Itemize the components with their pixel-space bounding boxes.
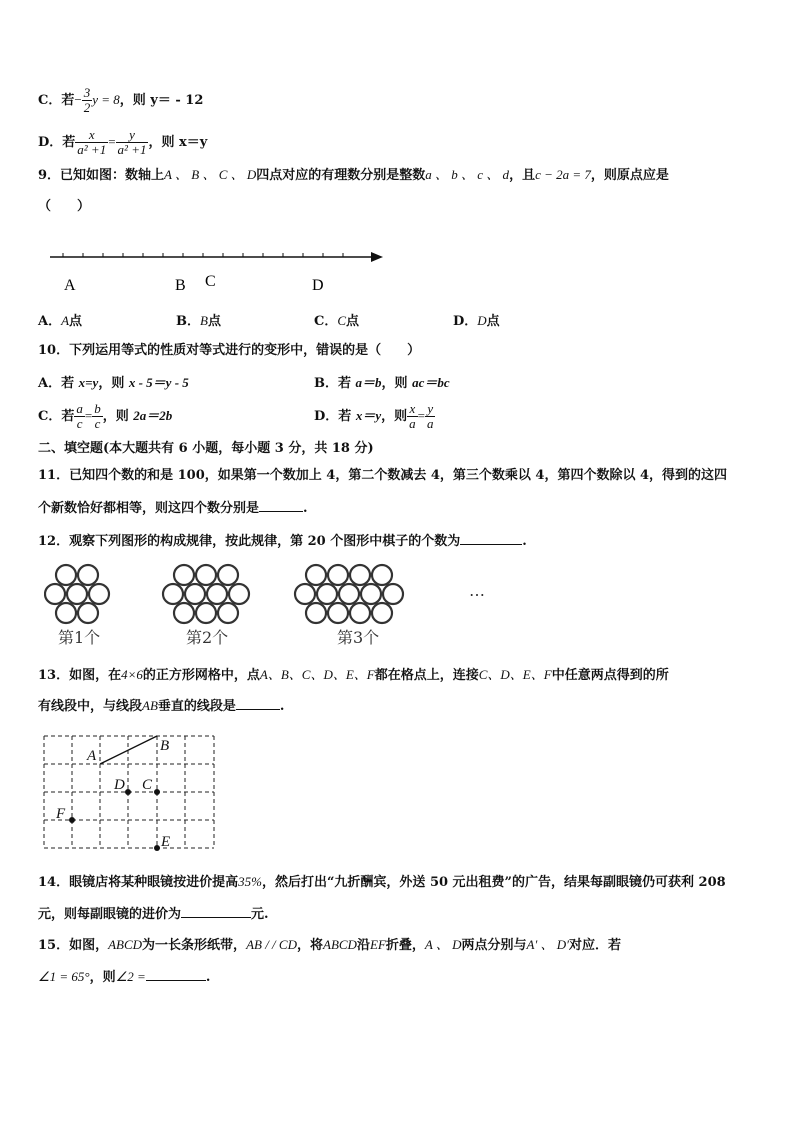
caption-figure-3: 第3个 [337, 628, 380, 647]
q15-line2: ∠1 = 65°，则∠2 = . [38, 969, 211, 985]
q15-line1: 15．如图，ABCD为一长条形纸带，AB / / CD，将ABCD沿EF折叠，A 、 D两点分别与A′ 、 D′对应．若 [38, 937, 622, 953]
label-f: F [56, 806, 66, 822]
q9-option-d: D．D点 [453, 313, 500, 329]
conclusion: ，则 y＝ - 12 [119, 93, 204, 108]
point-c [154, 789, 160, 795]
q8-option-d: D．若 $\frac{x}{\text{a² +1}}$ = $\frac{y}{\text{a² +1}}$ ，则 x＝y [38, 127, 208, 157]
option-label: D．若 [38, 135, 76, 150]
answer-blank [460, 532, 522, 545]
q10-option-c: C．若 $\frac{a}{c}$ = $\frac{b}{c}$ ，则 2a＝2b [38, 401, 173, 431]
q9-stem-line1: 9．已知如图：数轴上A 、 B 、 C 、 D四点对应的有理数分别是整数a 、 b 、 c 、 d，且c − 2a = 7，则原点应是 [38, 167, 669, 183]
label-e: E [161, 834, 171, 850]
chess-piece-patterns [44, 562, 504, 652]
q10-option-a: A．若 x=y，则 x - 5＝y - 5 [38, 375, 189, 391]
q9-option-a: A．A点 [38, 313, 83, 329]
axis-label-a: A [64, 277, 76, 294]
fraction: $\frac{3}{2}$ [83, 85, 91, 115]
q13-line1: 13．如图，在4×6的正方形网格中，点A、B、C、D、E、F都在格点上，连接C、D、E、F中任意两点得到的所 [38, 667, 669, 683]
section-heading-fill-in: 二、填空题(本大题共有 6 小题，每小题 3 分，共 18 分) [38, 441, 374, 456]
q10-option-d: D．若 x＝y，则 $\frac{x}{a}$ = $\frac{y}{a}$ [314, 401, 434, 431]
minus-sign: − [74, 92, 82, 107]
q14-line1: 14．眼镜店将某种眼镜按进价提高35%，然后打出“九折酬宾，外送 50 元出租费”的广告，结果每副眼镜仍可获利 208 [38, 874, 726, 890]
square-grid-figure [40, 732, 220, 857]
q9-option-b: B．B点 [176, 313, 221, 329]
answer-blank [259, 499, 303, 512]
answer-blank [146, 968, 206, 981]
caption-figure-2: 第2个 [186, 628, 229, 647]
q8-option-c [38, 86, 203, 115]
label-c: C [142, 777, 153, 793]
pattern-ellipsis: … [469, 581, 485, 600]
conclusion: ，则 x＝y [148, 135, 208, 150]
fraction-right: $\frac{y}{\text{a² +1}}$ [117, 127, 147, 157]
point-d [125, 789, 131, 795]
q14-line2: 元，则每副眼镜的进价为 元. [38, 907, 269, 922]
q12-stem: 12．观察下列图形的构成规律，按此规律，第 20 个图形中棋子的个数为 . [38, 534, 527, 549]
q11-line2: 个新数恰好都相等，则这四个数分别是 . [38, 501, 308, 516]
fraction-left: $\frac{x}{\text{a² +1}}$ [77, 127, 107, 157]
q9-option-c: C．C点 [314, 313, 360, 329]
q9-answer-bracket: （ ） [38, 199, 91, 214]
q11-line1: 11．已知四个数的和是 100，如果第一个数加上 4，第二个数减去 4，第三个数乘以 4，第四个数除以 4，得到的这四 [38, 468, 728, 483]
point-e [154, 845, 160, 851]
label-b: B [160, 738, 170, 754]
answer-blank [236, 697, 280, 710]
axis-label-b: B [175, 277, 186, 294]
axis-label-c: C [205, 273, 216, 290]
axis-label-d: D [312, 277, 324, 294]
point-f [69, 817, 75, 823]
option-label: C．若 [38, 93, 75, 108]
caption-figure-1: 第1个 [58, 628, 101, 647]
q10-option-b: B．若 a＝b，则 ac＝bc [314, 375, 450, 391]
answer-blank [181, 905, 251, 918]
label-d: D [114, 777, 125, 793]
equation: y = 8 [92, 92, 120, 107]
q10-stem: 10．下列运用等式的性质对等式进行的变形中，错误的是（ ） [38, 343, 421, 358]
number-line [48, 248, 388, 298]
q13-line2: 有线段中，与线段AB垂直的线段是 . [38, 698, 285, 714]
label-a: A [87, 748, 97, 764]
